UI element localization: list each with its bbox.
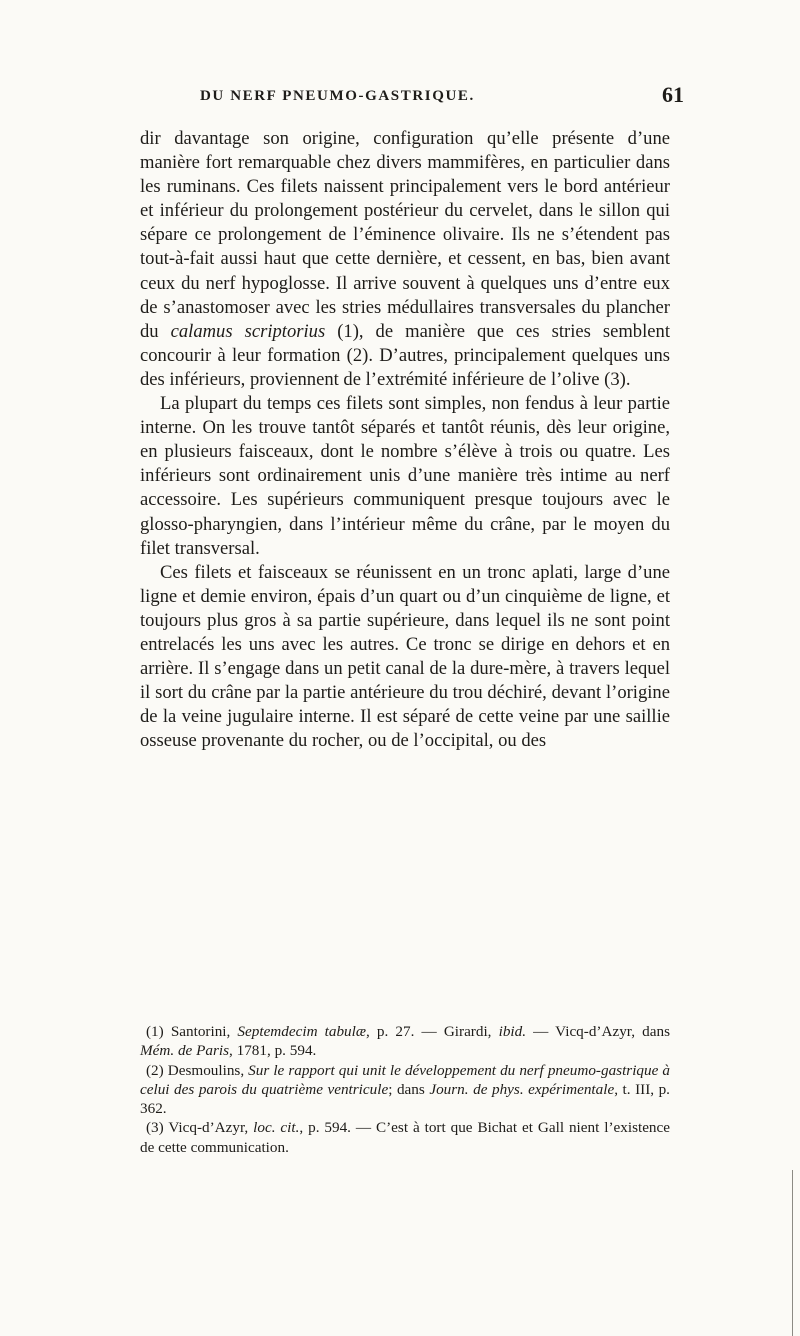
paragraph-1-part-a: dir davantage son origine, configuration qu’elle présente d’une manière fort remarquable chez divers mammifères, en particulier dans les ruminans. Ces filets naissent principalement vers le bord antérieur et inférieur du prolongement postérieur du cervelet, dans le sillon qui sépare ce prolongement de l’éminence olivaire. Ils ne s’étendent pas tout-à-fait aussi haut que cette dernière, et cessent, en bas, bien avant ceux du nerf hypoglosse. Il arrive souvent à quelques uns d’entre eux de s’anastomoser avec les stries médullaires transversales du plancher du [140,128,670,342]
footnote-2-text: (2) Desmoulins, [146,1061,249,1079]
footnote-2-text: , t. III, p. 362. [140,1080,670,1118]
footnote-1-title: Septemdecim tabulæ [237,1023,367,1040]
footnotes [140,1022,670,1157]
paragraph-1-part-b: (1), de manière que ces stries semblent concourir à leur formation (2). D’autres, principalement quelques uns des inférieurs, proviennent de l’extrémité inférieure de l’olive (3). [140,320,670,390]
footnote-1 [140,1022,670,1061]
latin-term: calamus scriptorius [170,320,326,342]
running-title: DU NERF PNEUMO-GASTRIQUE. [200,88,475,104]
footnote-3-loc-cit: loc. cit. [253,1119,300,1137]
page-header [140,82,684,122]
footnote-1-text: (1) Santorini, [146,1023,238,1040]
body-text [140,127,670,753]
page-edge-line [792,1170,793,1336]
footnote-2 [140,1061,670,1119]
paragraph-1 [140,127,670,392]
footnote-1-text: , p. 27. — Girardi, [366,1023,499,1040]
footnote-1-text: — Vicq-d’Azyr, dans [526,1023,670,1040]
paragraph-3: Ces filets et faisceaux se réunissent en un tronc aplati, large d’une ligne et demie environ, épais d’un quart ou d’un cinquième de ligne, et toujours plus gros à sa partie supérieure, dans lequel ils ne sont point entrelacés les uns avec les autres. Ce tronc se dirige en dehors et en arrière. Il s’engage dans un petit canal de la dure-mère, à travers lequel il sort du crâne par la partie antérieure du trou déchiré, devant l’origine de la veine jugulaire interne. Il est séparé de cette veine par une saillie osseuse provenante du rocher, ou de l’occipital, ou des [140,561,670,752]
footnote-2-journal: Journ. de phys. expérimentale [429,1080,615,1098]
footnote-2-text: ; dans [388,1080,430,1098]
footnote-3-text: , p. 594. — C’est à tort que Bichat et Gall nient l’existence de cette communication. [140,1119,671,1156]
footnote-3-text: (3) Vicq-d’Azyr, [146,1119,254,1137]
footnote-1-journal: Mém. de Paris [140,1042,229,1060]
page-number: 61 [662,82,684,107]
paragraph-2: La plupart du temps ces filets sont simples, non fendus à leur partie interne. On les trouve tantôt séparés et tantôt réunis, dès leur origine, en plusieurs faisceaux, dont le nombre s’élève à trois ou quatre. Les inférieurs sont ordinairement unis d’une manière très intime au nerf accessoire. Les supérieurs communiquent presque toujours avec le glosso-pharyngien, dans l’intérieur même du crâne, par le moyen du filet transversal. [140,393,670,559]
footnote-1-ibid: ibid. [498,1023,527,1040]
footnote-1-text: , 1781, p. 594. [229,1042,317,1060]
footnote-2-title: Sur le rapport qui unit le développement du nerf pneumo-gastrique à celui des parois du quatrième ventricule [140,1061,670,1098]
footnote-3 [140,1118,670,1157]
